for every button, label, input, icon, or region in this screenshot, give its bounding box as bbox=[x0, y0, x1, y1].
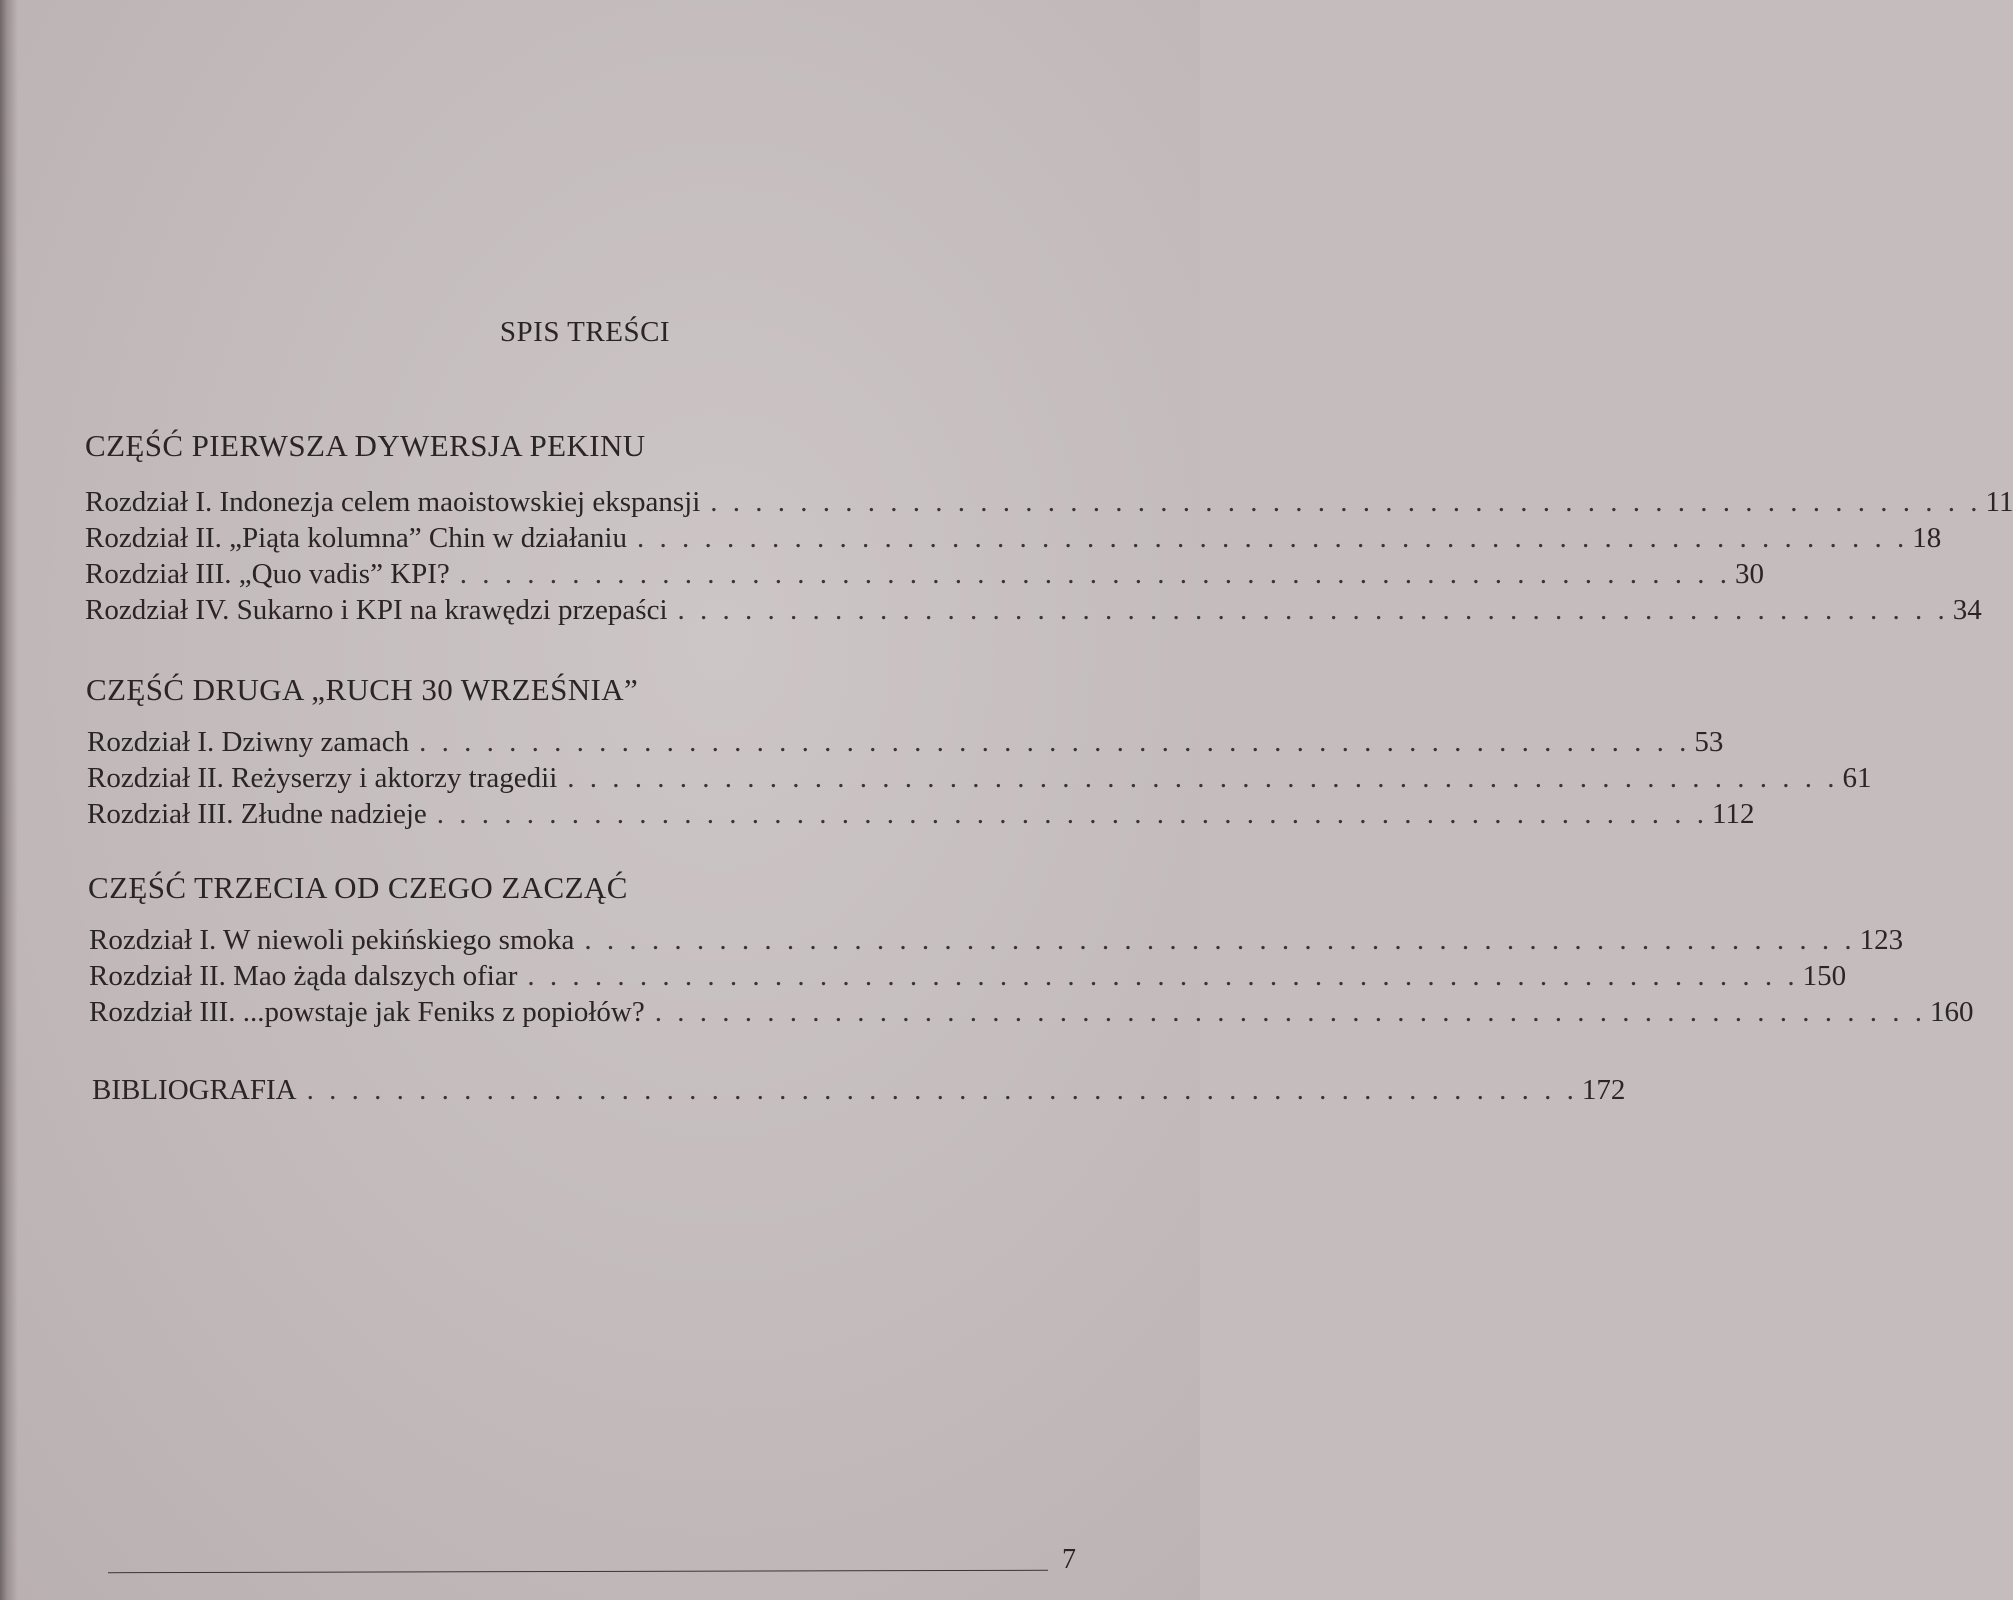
dot-leader: . . . . . . . . . . . . . . . . . . . . . . . . . . . . . . . . . . . . . . . . . . . . . . . . . . . . . . . . . bbox=[677, 594, 1949, 626]
toc-entry bbox=[85, 522, 1942, 558]
chapter-page: 123 bbox=[1859, 924, 1904, 956]
chapter-page: 11 bbox=[1985, 486, 2013, 518]
bibliography-entry bbox=[92, 1074, 1626, 1110]
chapter-page: 150 bbox=[1802, 960, 1847, 992]
dot-leader: . . . . . . . . . . . . . . . . . . . . . . . . . . . . . . . . . . . . . . . . . . . . . . . . . . . . . . . . . bbox=[419, 726, 1691, 758]
chapter-page: 160 bbox=[1929, 996, 1974, 1028]
chapter-page: 18 bbox=[1912, 522, 1942, 554]
chapter-title: Rozdział III. ...powstaje jak Feniks z popiołów? bbox=[89, 996, 645, 1028]
chapter-page: 34 bbox=[1952, 594, 1982, 626]
dot-leader: . . . . . . . . . . . . . . . . . . . . . . . . . . . . . . . . . . . . . . . . . . . . . . . . . . . . . . . . . bbox=[584, 924, 1856, 956]
toc-entry bbox=[89, 960, 1847, 996]
toc-entry bbox=[85, 558, 1765, 594]
toc-entry bbox=[87, 726, 1724, 762]
bibliography-title: BIBLIOGRAFIA bbox=[92, 1074, 297, 1106]
part-heading-1: CZĘŚĆ PIERWSZA DYWERSJA PEKINU bbox=[85, 428, 646, 463]
chapter-page: 112 bbox=[1712, 798, 1755, 830]
chapter-title: Rozdział IV. Sukarno i KPI na krawędzi przepaści bbox=[85, 594, 668, 626]
chapter-page: 30 bbox=[1735, 558, 1765, 590]
dot-leader: . . . . . . . . . . . . . . . . . . . . . . . . . . . . . . . . . . . . . . . . . . . . . . . . . . . . . . . . . bbox=[436, 798, 1709, 830]
toc-entry bbox=[85, 486, 2013, 522]
chapter-title: Rozdział I. W niewoli pekińskiego smoka bbox=[89, 924, 575, 956]
dot-leader: . . . . . . . . . . . . . . . . . . . . . . . . . . . . . . . . . . . . . . . . . . . . . . . . . . . . . . . . . bbox=[567, 762, 1839, 794]
chapter-title: Rozdział II. Reżyserzy i aktorzy tragedii bbox=[87, 762, 558, 794]
chapter-title: Rozdział I. Dziwny zamach bbox=[87, 726, 410, 758]
part-heading-2: CZĘŚĆ DRUGA „RUCH 30 WRZEŚNIA” bbox=[86, 672, 639, 707]
toc-entry bbox=[85, 594, 1982, 630]
footer-rule bbox=[108, 1570, 1048, 1573]
dot-leader: . . . . . . . . . . . . . . . . . . . . . . . . . . . . . . . . . . . . . . . . . . . . . . . . . . . . . . . . . bbox=[459, 558, 1732, 590]
dot-leader: . . . . . . . . . . . . . . . . . . . . . . . . . . . . . . . . . . . . . . . . . . . . . . . . . . . . . . . . . bbox=[654, 996, 1926, 1028]
toc-entry bbox=[89, 996, 1974, 1032]
dot-leader: . . . . . . . . . . . . . . . . . . . . . . . . . . . . . . . . . . . . . . . . . . . . . . . . . . . . . . . . . bbox=[306, 1074, 1578, 1106]
chapter-title: Rozdział II. „Piąta kolumna” Chin w działaniu bbox=[85, 522, 627, 554]
toc-entry bbox=[87, 798, 1755, 834]
chapter-title: Rozdział III. „Quo vadis” KPI? bbox=[85, 558, 450, 590]
toc-title: SPIS TREŚCI bbox=[499, 316, 671, 348]
chapter-title: Rozdział I. Indonezja celem maoistowskiej ekspansji bbox=[85, 486, 701, 518]
chapter-page: 53 bbox=[1694, 726, 1724, 758]
dot-leader: . . . . . . . . . . . . . . . . . . . . . . . . . . . . . . . . . . . . . . . . . . . . . . . . . . . . . . . . . bbox=[710, 486, 1982, 518]
chapter-title: Rozdział II. Mao żąda dalszych ofiar bbox=[89, 960, 518, 992]
chapter-page: 61 bbox=[1842, 762, 1872, 794]
toc-entry bbox=[89, 924, 1904, 960]
bibliography-page: 172 bbox=[1581, 1074, 1626, 1106]
chapter-title: Rozdział III. Złudne nadzieje bbox=[87, 798, 427, 830]
toc-entry bbox=[87, 762, 1872, 798]
part-heading-3: CZĘŚĆ TRZECIA OD CZEGO ZACZĄĆ bbox=[88, 870, 628, 905]
dot-leader: . . . . . . . . . . . . . . . . . . . . . . . . . . . . . . . . . . . . . . . . . . . . . . . . . . . . . . . . . bbox=[527, 960, 1799, 992]
page-number: 7 bbox=[1062, 1544, 1076, 1575]
dot-leader: . . . . . . . . . . . . . . . . . . . . . . . . . . . . . . . . . . . . . . . . . . . . . . . . . . . . . . . . . bbox=[636, 522, 1909, 554]
